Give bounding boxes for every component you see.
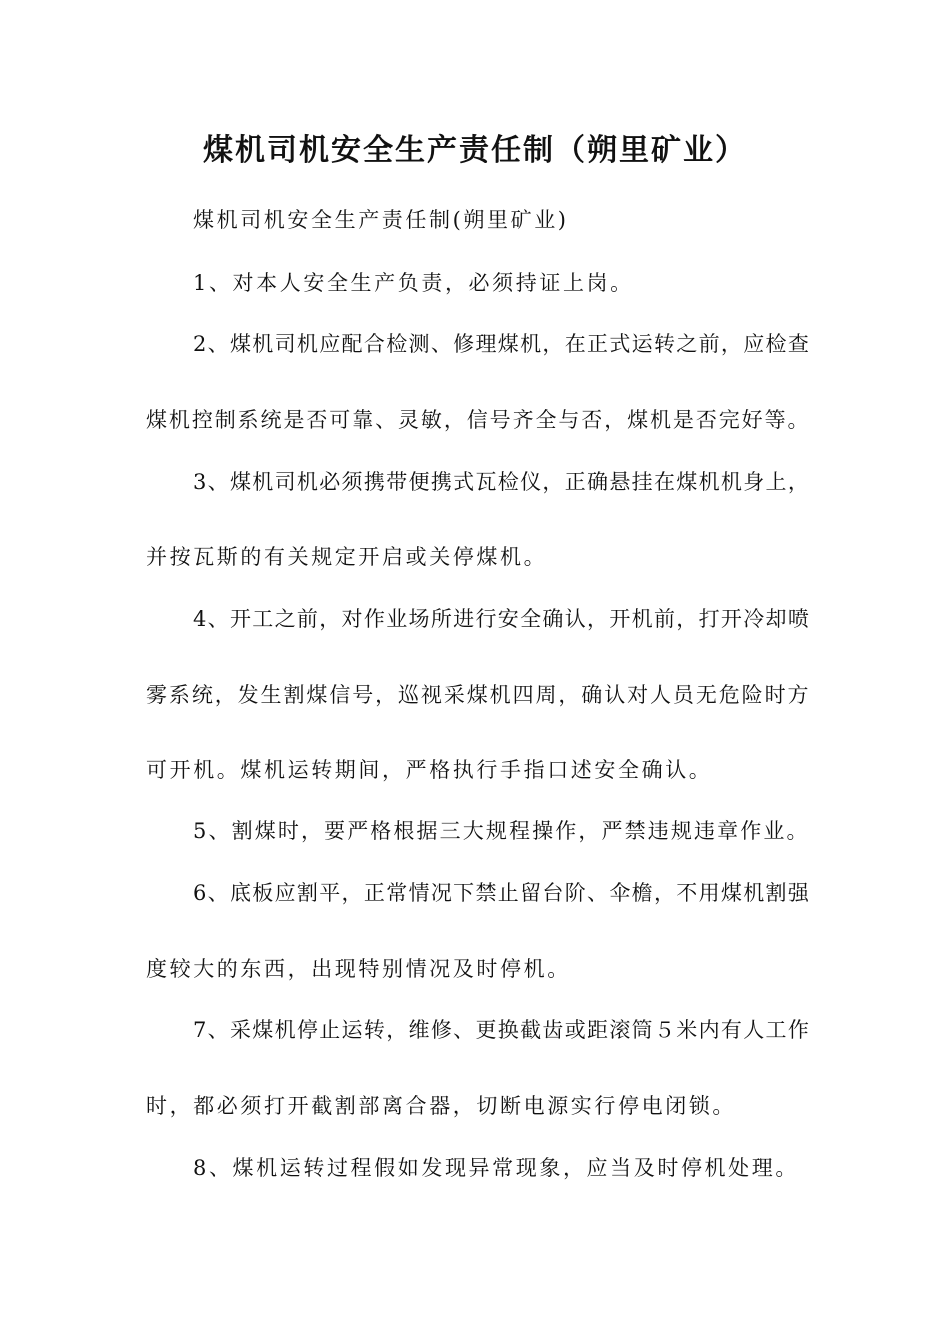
clause-6-line-2: 度较大的东西，出现特别情况及时停机。 [146, 957, 571, 981]
clause-3-line-2: 并按瓦斯的有关规定开启或关停煤机。 [146, 545, 548, 569]
subtitle-line: 煤机司机安全生产责任制(朔里矿业) [193, 208, 569, 232]
clause-2-line-2: 煤机控制系统是否可靠、灵敏，信号齐全与否，煤机是否完好等。 [146, 408, 811, 432]
clause-7-line-1: 7、采煤机停止运转，维修、更换截齿或距滚筒５米内有人工作 [193, 1018, 811, 1042]
clause-8-line: 8、煤机运转过程假如发现异常现象，应当及时停机处理。 [193, 1156, 799, 1180]
clause-3-line-1: 3、煤机司机必须携带便携式瓦检仪，正确悬挂在煤机机身上， [193, 470, 811, 494]
clause-4-line-2: 雾系统，发生割煤信号，巡视采煤机四周，确认对人员无危险时方 [146, 683, 811, 707]
document-title: 煤机司机安全生产责任制（朔里矿业） [203, 133, 747, 168]
clause-6-line-1: 6、底板应割平，正常情况下禁止留台阶、伞檐，不用煤机割强 [193, 881, 811, 905]
clause-2-line-1: 2、煤机司机应配合检测、修理煤机，在正式运转之前，应检查 [193, 332, 811, 356]
clause-4-line-3: 可开机。煤机运转期间，严格执行手指口述安全确认。 [146, 758, 713, 782]
clause-5-line: 5、割煤时，要严格根据三大规程操作，严禁违规违章作业。 [193, 819, 810, 843]
clause-4-line-1: 4、开工之前，对作业场所进行安全确认，开机前，打开冷却喷 [193, 607, 811, 631]
clause-7-line-2: 时，都必须打开截割部离合器，切断电源实行停电闭锁。 [146, 1094, 736, 1118]
clause-1-line: 1、对本人安全生产负责，必须持证上岗。 [193, 271, 634, 295]
